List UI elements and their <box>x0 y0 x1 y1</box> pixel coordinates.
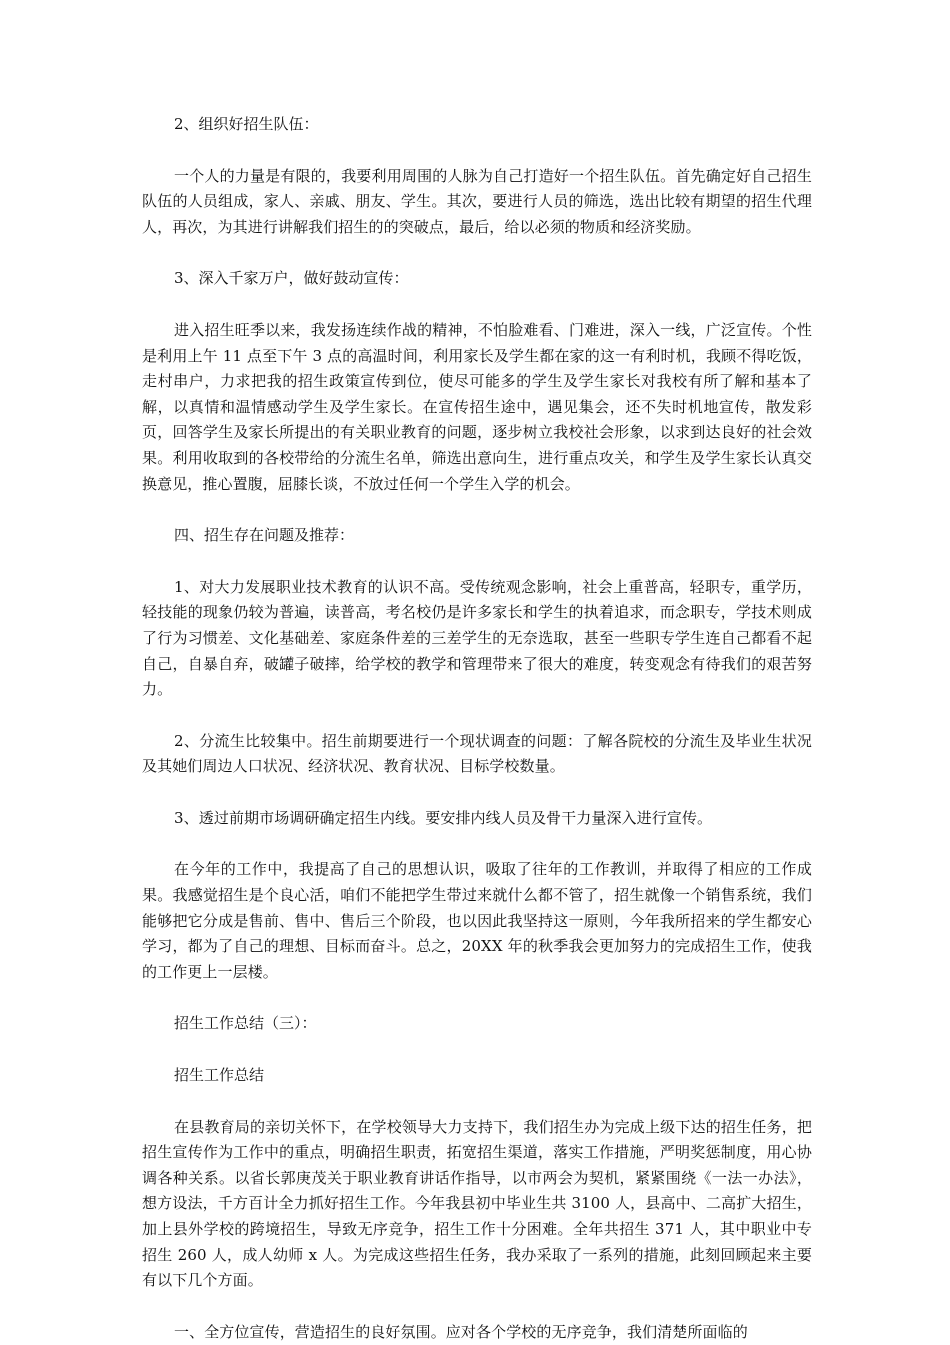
paragraph-gap <box>142 985 812 1011</box>
paragraph-year-summary: 在今年的工作中，我提高了自己的思想认识，吸取了往年的工作教训，并取得了相应的工作成果。我感觉招生是个良心活，咱们不能把学生带过来就什么都不管了，招生就像一个销售系统，我们能够把它分成是售前、售中、售后三个阶段，也以因此我坚持这一原则，今年我所招来的学生都安心学习，都为了自己的理想、目标而奋斗。总之，20XX 年的秋季我会更加努力的完成招生工作，使我的工作更上一层楼。 <box>142 860 812 981</box>
paragraph-gap <box>142 1294 812 1320</box>
section-heading-team: 2、组织好招生队伍： <box>174 115 319 133</box>
section-heading-outreach: 3、深入千家万户，做好鼓动宣传： <box>174 269 409 288</box>
paragraph-gap <box>142 780 812 806</box>
paragraph-team-building: 一个人的力量是有限的，我要利用周围的人脉为自己打造好一个招生队伍。首先确定好自己招生队伍的人员组成，家人、亲戚、朋友、学生。其次，要进行人员的筛选，选出比较有期望的招生代理人，再次，为其进行讲解我们招生的的突破点，最后，给以必须的物质和经济奖励。 <box>142 166 812 236</box>
section-heading-summary-3: 招生工作总结（三）： <box>174 1014 317 1033</box>
section-heading-issues: 四、招生存在问题及推荐： <box>174 526 355 545</box>
paragraph-gap <box>142 1089 812 1115</box>
paragraph-promotion-start: 一、全方位宣传，营造招生的良好氛围。应对各个学校的无序竞争，我们清楚所面临的 <box>174 1322 748 1341</box>
paragraph-issue-3: 3、透过前期市场调研确定招生内线。要安排内线人员及骨干力量深入进行宣传。 <box>174 808 713 827</box>
document-body <box>142 112 812 1345</box>
paragraph-gap <box>142 497 812 523</box>
document-subtitle: 招生工作总结 <box>174 1066 265 1085</box>
paragraph-gap <box>142 831 812 857</box>
paragraph-issue-1: 1、对大力发展职业技术教育的认识不高。受传统观念影响，社会上重普高，轻职专，重学历，轻技能的现象仍较为普遍，读普高，考名校仍是许多家长和学生的执着追求，而念职专，学技术则成了行为习惯差、文化基础差、家庭条件差的三差学生的无奈选取，甚至一些职专学生连自己都看不起自己，自暴自弃，破罐子破摔，给学校的教学和管理带来了很大的难度，转变观念有待我们的艰苦努力。 <box>142 577 812 699</box>
paragraph-county-overview: 在县教育局的亲切关怀下，在学校领导大力支持下，我们招生办为完成上级下达的招生任务，把招生宣传作为工作中的重点，明确招生职责，拓宽招生渠道，落实工作措施，严明奖惩制度，用心协调各种关系。以省长郭庚茂关于职业教育讲话作指导，以市两会为契机，紧紧围绕《一法一办法》，想方设法，千方百计全力抓好招生工作。今年我县初中毕业生共 3100 人，县高中、二高扩大招生，加上县外学校的跨境招生，导致无序竞争，招生工作十分困难。全年共招生 371 人，其中职业中专招生 260 人，成人幼师 x 人。为完成这些招生任务，我办采取了一系列的措施，此刻回顾起来主要有以下几个方面。 <box>142 1117 812 1290</box>
paragraph-gap <box>142 1037 812 1063</box>
paragraph-issue-2: 2、分流生比较集中。招生前期要进行一个现状调查的问题：了解各院校的分流生及毕业生状况及其她们周边人口状况、经济状况、教育状况、目标学校数量。 <box>142 731 812 776</box>
paragraph-gap <box>142 138 812 164</box>
paragraph-gap <box>142 240 812 266</box>
paragraph-outreach: 进入招生旺季以来，我发扬连续作战的精神，不怕脸难看、门难进，深入一线，广泛宣传。个性是利用上午 11 点至下午 3 点的高温时间，利用家长及学生都在家的这一有利时机，我顾不得吃饭，走村串户，力求把我的招生政策宣传到位，使尽可能多的学生及学生家长对我校有所了解和基本了解，以真情和温情感动学生及学生家长。在宣传招生途中，遇见集会，还不失时机地宣传，散发彩页，回答学生及家长所提出的有关职业教育的问题，逐步树立我校社会形象，以求到达良好的社会效果。利用收取到的各校带给的分流生名单，筛选出意向生，进行重点攻关，和学生及学生家长认真交换意见，推心置腹，屈膝长谈，不放过任何一个学生入学的机会。 <box>142 320 812 493</box>
paragraph-gap <box>142 549 812 575</box>
paragraph-gap <box>142 292 812 318</box>
paragraph-gap <box>142 703 812 729</box>
